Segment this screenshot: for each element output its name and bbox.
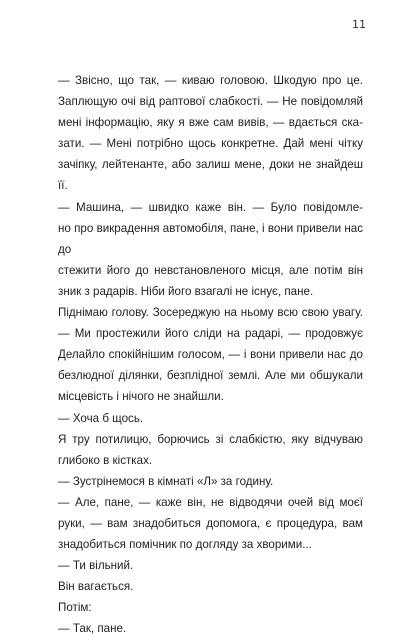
text-line: безлюдної ділянки, безплідної землі. Але ми обшукали [58,369,363,383]
text-line: — Ти вільний. [58,559,134,573]
text-line: — Хоча б щось. [58,411,144,425]
text-line: Заплющую очі від раптової слабкості. — Не повідомляй [58,95,363,109]
text-line: — Звісно, що так, — киваю головою. Шкодую про це. [58,74,363,87]
text-line: — Машина, — швидко каже він. — Було повідомле- [58,200,363,214]
text-line: місцевість і нічого не знайшли. [58,390,224,404]
text-line: знадобиться помічник по догляду за хворими... [58,538,312,552]
body-text [58,70,363,640]
page-number: 11 [352,18,366,31]
text-line: — Зустрінемося в кімнаті «Л» за годину. [58,474,274,488]
text-line: Він вагається. [58,580,134,594]
text-line: — Так, пане. [58,622,127,636]
text-line: — Ми простежили його сліди на радарі, — продовжує [58,327,363,341]
text-line: руки, — вам знадобиться допомога, є процедура, вам [58,516,363,530]
text-line: Делайло спокійнішим голосом, — і вони привели нас до [58,348,363,362]
text-line: зати. — Мені потрібно щось конкретне. Дай мені чітку [58,137,363,151]
text-line: зачіпку, лейтенанте, або залиш мене, доки не знайдеш її. [58,158,363,193]
text-line: зник з радарів. Ніби його взагалі не існує, пане. [58,284,314,298]
text-line: глибоко в кістках. [58,453,153,467]
text-line: Я тру потилицю, борючись зі слабкістю, яку відчуваю [58,432,363,446]
text-line: мені інформацію, яку я вже сам вивів, — вдається ска- [58,116,363,130]
text-line: стежити його до невстановленого місця, але потім він [58,263,363,277]
text-line: — Але, пане, — каже він, не відводячи очей від моєї [58,495,363,509]
text-line: Потім: [58,601,92,615]
text-line: Піднімаю голову. Зосереджую на ньому всю свою увагу. [58,306,363,320]
text-line: но про викрадення автомобіля, пане, і вони привели нас до [58,221,363,256]
